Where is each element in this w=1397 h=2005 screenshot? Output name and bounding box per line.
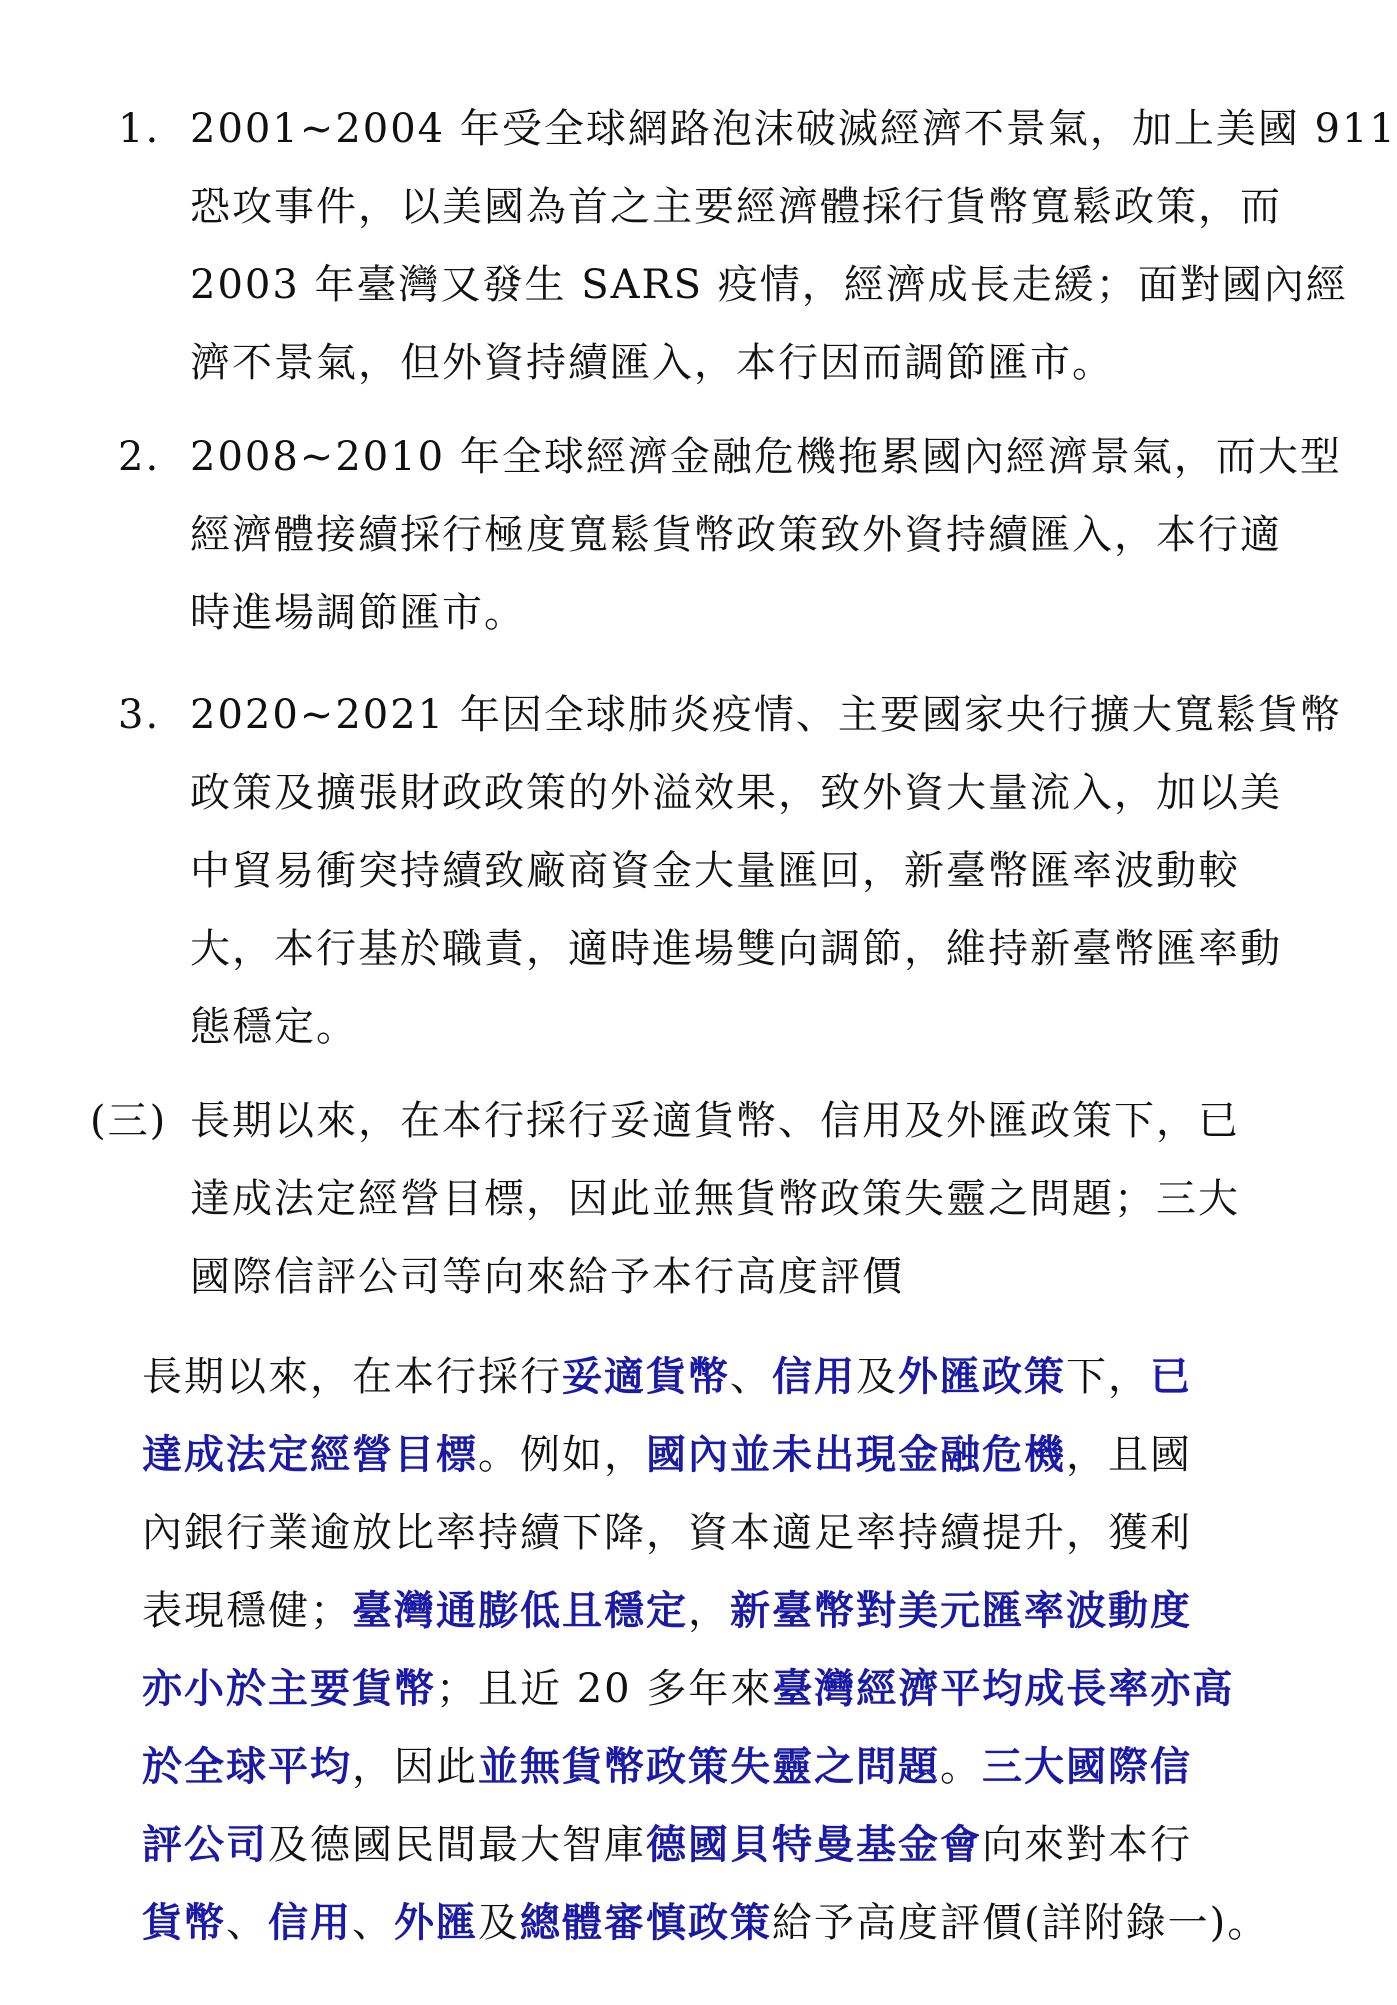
list-item-number: 2.: [118, 434, 161, 480]
summary-paragraph: [142, 1338, 1322, 1962]
text-run: 長期以來，在本行採行: [142, 1354, 562, 1400]
text-run: 、: [352, 1900, 394, 1946]
text-run: 、: [226, 1900, 268, 1946]
text-line: [142, 1338, 1322, 1416]
text-line: [142, 1416, 1322, 1494]
text-line: [142, 1494, 1322, 1572]
text-run: 。: [940, 1744, 982, 1790]
list-item-text: [190, 418, 1342, 652]
list-item-text: [190, 90, 1397, 402]
text-run: 表現穩健；: [142, 1588, 352, 1634]
text-line: 中貿易衝突持續致廠商資金大量匯回，新臺幣匯率波動較: [190, 848, 1240, 894]
text-line: 經濟體接續採行極度寬鬆貨幣政策致外資持續匯入，本行適: [190, 512, 1282, 558]
text-run: 給予高度評價(詳附錄一)。: [772, 1900, 1270, 1946]
text-line: [142, 1806, 1322, 1884]
highlighted-phrase: 妥適貨幣: [562, 1353, 730, 1400]
highlighted-phrase: 臺灣通膨低且穩定: [352, 1587, 688, 1634]
text-line: 濟不景氣，但外資持續匯入，本行因而調節匯市。: [190, 340, 1114, 386]
text-line: [142, 1572, 1322, 1650]
text-line: 恐攻事件，以美國為首之主要經濟體採行貨幣寬鬆政策，而: [190, 184, 1282, 230]
highlighted-phrase: 三大國際信: [982, 1743, 1192, 1790]
highlighted-phrase: 評公司: [142, 1821, 268, 1868]
list-item-number: 1.: [118, 106, 161, 152]
text-run: 及德國民間最大智庫: [268, 1822, 646, 1868]
text-line: 國際信評公司等向來給予本行高度評價: [190, 1254, 904, 1300]
text-run: ，且國: [1066, 1432, 1192, 1478]
highlighted-phrase: 信用: [268, 1899, 352, 1946]
highlighted-phrase: 信用: [772, 1353, 856, 1400]
highlighted-phrase: 國內並未出現金融危機: [646, 1431, 1066, 1478]
text-line: 政策及擴張財政政策的外溢效果，致外資大量流入，加以美: [190, 770, 1282, 816]
section-number: (三): [90, 1098, 168, 1144]
highlighted-phrase: 德國貝特曼基金會: [646, 1821, 982, 1868]
highlighted-phrase: 新臺幣對美元匯率波動度: [730, 1587, 1192, 1634]
text-line: 大，本行基於職責，適時進場雙向調節，維持新臺幣匯率動: [190, 926, 1282, 972]
highlighted-phrase: 亦小於主要貨幣: [142, 1665, 436, 1712]
highlighted-phrase: 總體審慎政策: [520, 1899, 772, 1946]
list-item-text: [190, 676, 1342, 1066]
text-run: 及: [856, 1354, 898, 1400]
highlighted-phrase: 貨幣: [142, 1899, 226, 1946]
text-run: 內銀行業逾放比率持續下降，資本適足率持續提升，獲利: [142, 1510, 1192, 1556]
highlighted-phrase: 外匯: [394, 1899, 478, 1946]
highlighted-phrase: 臺灣經濟平均成長率亦高: [772, 1665, 1235, 1712]
text-run: ，: [688, 1588, 730, 1634]
text-line: [142, 1650, 1322, 1728]
text-run: 、: [730, 1354, 772, 1400]
text-line: 2003 年臺灣又發生 SARS 疫情，經濟成長走緩；面對國內經: [190, 262, 1348, 308]
text-line: [142, 1884, 1322, 1962]
text-run: 。例如，: [478, 1432, 646, 1478]
text-line: 2008~2010 年全球經濟金融危機拖累國內經濟景氣，而大型: [190, 434, 1342, 480]
text-line: [142, 1728, 1322, 1806]
text-run: 向來對本行: [982, 1822, 1192, 1868]
text-run: ，因此: [352, 1744, 478, 1790]
section-heading-text: [190, 1082, 1320, 1316]
text-line: 達成法定經營目標，因此並無貨幣政策失靈之問題；三大: [190, 1176, 1240, 1222]
text-run: 下，: [1066, 1354, 1150, 1400]
highlighted-phrase: 於全球平均: [142, 1743, 352, 1790]
text-line: 2020~2021 年因全球肺炎疫情、主要國家央行擴大寬鬆貨幣: [190, 692, 1342, 738]
text-line: 長期以來，在本行採行妥適貨幣、信用及外匯政策下，已: [190, 1098, 1240, 1144]
text-line: 時進場調節匯市。: [190, 590, 526, 636]
text-line: 2001~2004 年受全球網路泡沫破滅經濟不景氣，加上美國 911: [190, 106, 1397, 152]
highlighted-phrase: 達成法定經營目標: [142, 1431, 478, 1478]
list-item-number: 3.: [118, 692, 161, 738]
text-run: 及: [478, 1900, 520, 1946]
text-line: 態穩定。: [190, 1004, 358, 1050]
text-run: ；且近 20 多年來: [436, 1666, 773, 1712]
highlighted-phrase: 外匯政策: [898, 1353, 1066, 1400]
highlighted-phrase: 已: [1150, 1353, 1192, 1400]
highlighted-phrase: 並無貨幣政策失靈之問題: [478, 1743, 940, 1790]
